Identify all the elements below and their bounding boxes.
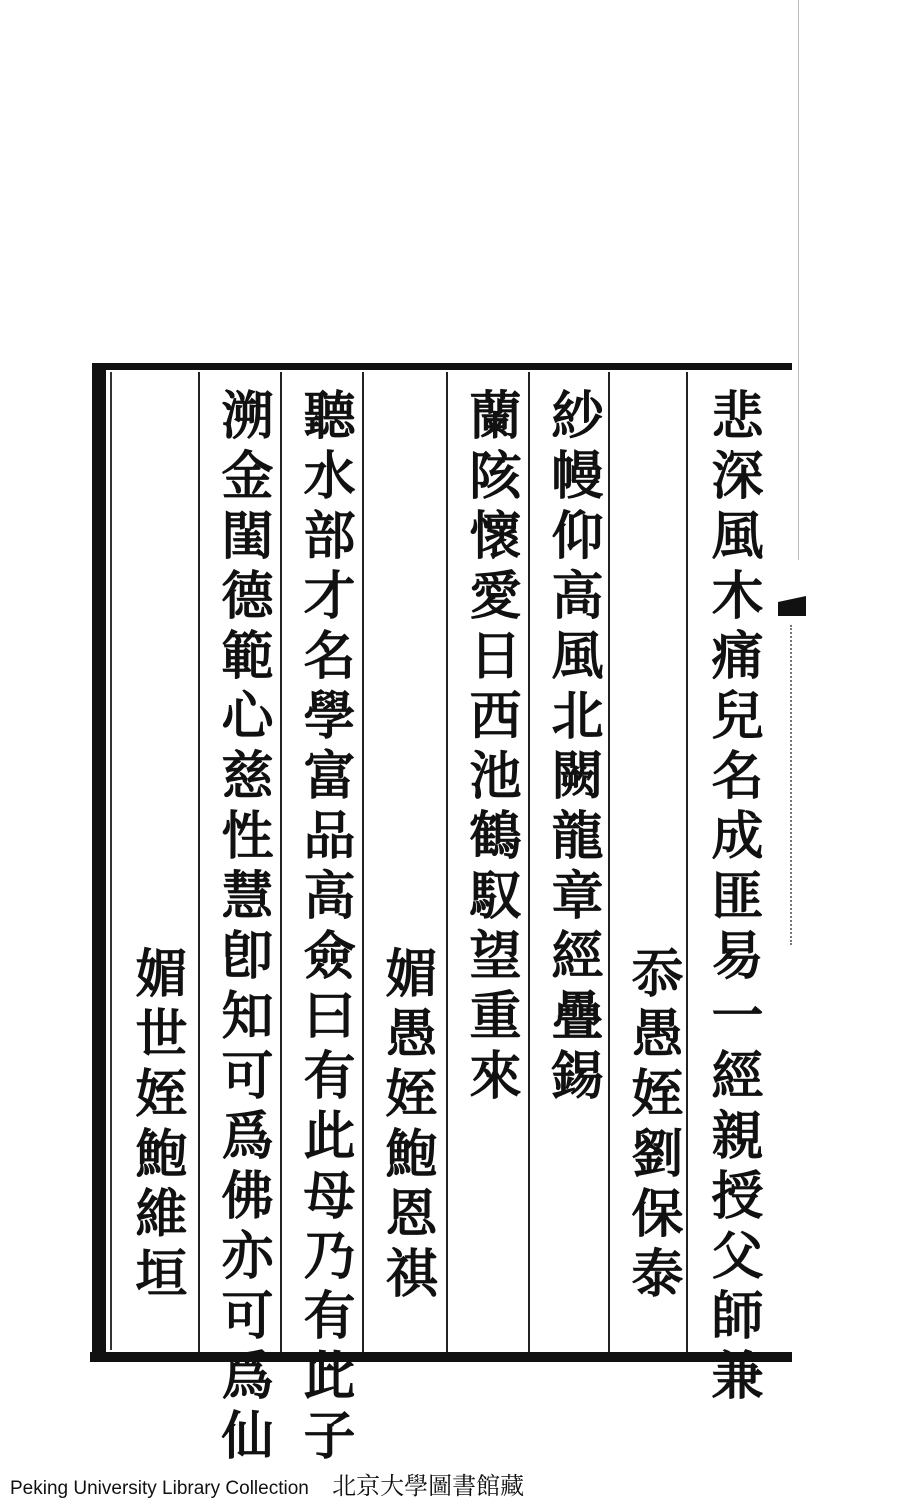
- text-column-2-signature: 忝愚姪劉保泰: [622, 946, 683, 1306]
- page-crease: [798, 0, 799, 560]
- column-divider: [446, 372, 448, 1352]
- text-column-1: 悲深風木痛兒名成匪易一經親授父師兼: [702, 388, 763, 1408]
- column-divider: [686, 372, 688, 1352]
- text-column-5-signature: 媚愚姪鮑恩祺: [376, 946, 437, 1306]
- frame-left-inner-line: [110, 372, 112, 1350]
- frame-left-border: [92, 363, 106, 1362]
- frame-top-border: [92, 363, 792, 370]
- footer-english: Peking University Library Collection: [10, 1478, 309, 1499]
- column-divider: [362, 372, 364, 1352]
- gutter-faint-marks: [790, 625, 794, 945]
- column-divider: [608, 372, 610, 1352]
- column-divider: [280, 372, 282, 1352]
- column-divider: [528, 372, 530, 1352]
- text-column-3: 紗幔仰高風北闕龍章經疊錫: [542, 388, 603, 1108]
- column-divider: [198, 372, 200, 1352]
- text-column-7: 溯金閨德範心慈性慧卽知可爲佛亦可爲仙: [212, 388, 273, 1468]
- text-column-6: 聽水部才名學富品高僉曰有此母乃有此子: [294, 388, 355, 1468]
- gutter-fishtail-mark: [778, 596, 806, 616]
- footer-chinese: 北京大學圖書館藏: [332, 1472, 525, 1500]
- text-column-8-signature: 媚世姪鮑維垣: [126, 946, 187, 1306]
- collection-footer: [10, 1466, 524, 1501]
- text-column-4: 蘭陔懷愛日西池鶴馭望重來: [460, 388, 521, 1108]
- frame-bottom-border: [90, 1352, 792, 1362]
